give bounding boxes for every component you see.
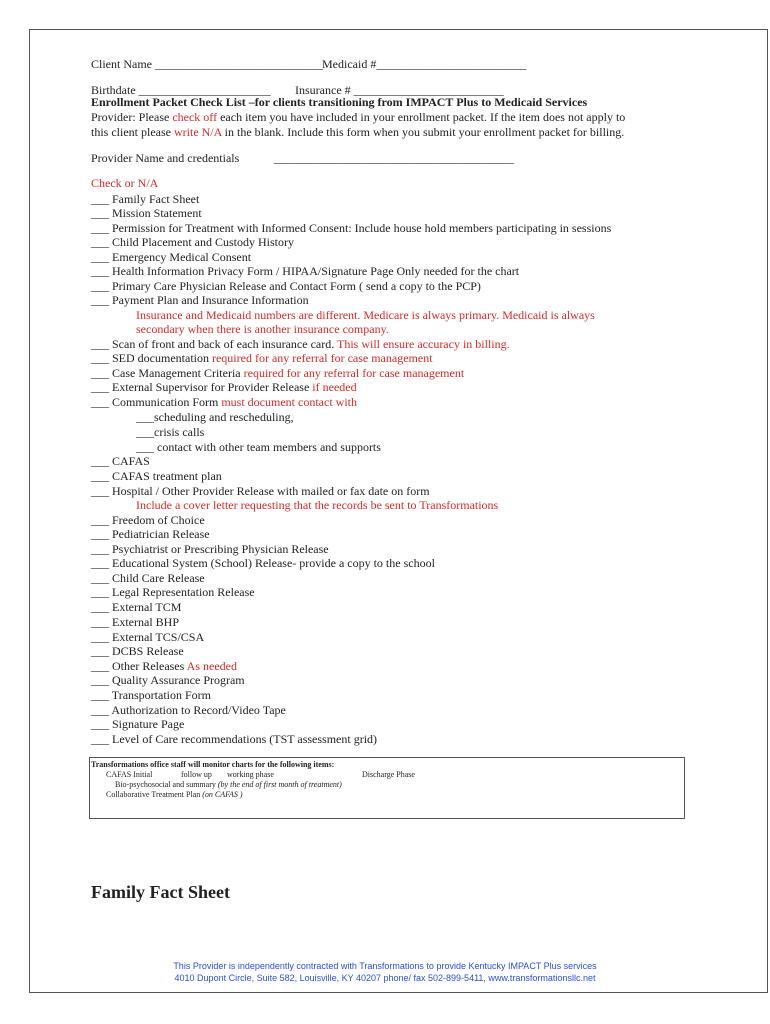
- item-permission-treatment[interactable]: ___ Permission for Treatment with Informed Consent: Include house hold members participating in sessions: [91, 221, 612, 235]
- insurance-field[interactable]: Insurance # _________________________: [295, 83, 504, 97]
- footer-line1: This Provider is independently contracted with Transformations to provide Kentucky IMPACT Plus services: [173, 961, 597, 971]
- item-emergency-consent[interactable]: ___ Emergency Medical Consent: [91, 250, 252, 264]
- monitor-discharge-phase: Discharge Phase: [362, 770, 415, 779]
- item-family-fact-sheet[interactable]: ___ Family Fact Sheet: [91, 192, 200, 206]
- item-transportation[interactable]: ___ Transportation Form: [91, 688, 212, 702]
- item-pediatrician-release[interactable]: ___ Pediatrician Release: [91, 527, 210, 541]
- item-level-of-care[interactable]: ___ Level of Care recommendations (TST assessment grid): [91, 732, 378, 746]
- item-external-tcs[interactable]: ___ External TCS/CSA: [91, 630, 205, 644]
- monitor-working-phase: working phase: [227, 770, 274, 779]
- item-freedom-of-choice[interactable]: ___ Freedom of Choice: [91, 513, 205, 527]
- comm-sub-scheduling[interactable]: ___scheduling and rescheduling,: [136, 410, 294, 424]
- item-child-placement[interactable]: ___ Child Placement and Custody History: [91, 235, 294, 249]
- monitor-bio-psychosocial: Bio-psychosocial and summary (by the end of first month of treatment): [115, 780, 342, 789]
- item-insurance-scan[interactable]: ___ Scan of front and back of each insurance card. This will ensure accuracy in billing.: [91, 337, 510, 351]
- item-hospital-release[interactable]: ___ Hospital / Other Provider Release with mailed or fax date on form: [91, 484, 430, 498]
- provider-instructions-line2: this client please write N/A in the blank. Include this form when you submit your enrollment packet for billing.: [91, 125, 625, 139]
- item-dcbs-release[interactable]: ___ DCBS Release: [91, 644, 184, 658]
- family-fact-sheet-heading: Family Fact Sheet: [91, 882, 230, 902]
- monitor-cafas-initial: CAFAS Initial: [106, 770, 153, 779]
- item-authorization-record[interactable]: ___ Authorization to Record/Video Tape: [91, 703, 286, 717]
- hospital-note: Include a cover letter requesting that the records be sent to Transformations: [136, 498, 499, 512]
- comm-sub-crisis[interactable]: ___crisis calls: [136, 425, 205, 439]
- payment-note-line2: secondary when there is another insurance company.: [136, 322, 389, 336]
- item-psychiatrist-release[interactable]: ___ Psychiatrist or Prescribing Physician Release: [91, 542, 329, 556]
- item-hipaa[interactable]: ___ Health Information Privacy Form / HIPAA/Signature Page Only needed for the chart: [91, 264, 520, 278]
- client-name-field[interactable]: Client Name ____________________________: [91, 57, 323, 71]
- item-cafas-treatment-plan[interactable]: ___ CAFAS treatment plan: [91, 469, 222, 483]
- monitor-follow-up: follow up: [181, 770, 212, 779]
- item-other-releases[interactable]: ___ Other Releases As needed: [91, 659, 237, 673]
- item-sed-documentation[interactable]: ___ SED documentation required for any referral for case management: [91, 351, 433, 365]
- item-quality-assurance[interactable]: ___ Quality Assurance Program: [91, 673, 245, 687]
- payment-note-line1: Insurance and Medicaid numbers are different. Medicare is always primary. Medicaid is always: [136, 308, 595, 322]
- item-external-supervisor[interactable]: ___ External Supervisor for Provider Release if needed: [91, 380, 357, 394]
- checklist-title: Enrollment Packet Check List –for clients transitioning from IMPACT Plus to Medicaid Services: [91, 95, 588, 109]
- item-cafas[interactable]: ___ CAFAS: [91, 454, 150, 468]
- footer-line2: 4010 Dupont Circle, Suite 582, Louisville, KY 40207 phone/ fax 502-899-5411, www.transformationsllc.net: [174, 973, 596, 983]
- monitor-collaborative-plan: Collaborative Treatment Plan (on CAFAS ): [106, 790, 243, 799]
- item-communication-form[interactable]: ___ Communication Form must document contact with: [91, 395, 357, 409]
- item-educational-release[interactable]: ___ Educational System (School) Release- provide a copy to the school: [91, 556, 435, 570]
- medicaid-field[interactable]: Medicaid #_________________________: [322, 57, 527, 71]
- comm-sub-contact[interactable]: ___ contact with other team members and supports: [136, 440, 381, 454]
- item-signature-page[interactable]: ___ Signature Page: [91, 717, 185, 731]
- provider-instructions-line1: Provider: Please check off each item you have included in your enrollment packet. If the item does not apply to: [91, 110, 626, 124]
- item-external-bhp[interactable]: ___ External BHP: [91, 615, 179, 629]
- item-payment-plan[interactable]: ___ Payment Plan and Insurance Information: [91, 293, 309, 307]
- monitor-box-title: Transformations office staff will monitor charts for the following items:: [91, 760, 335, 769]
- item-legal-release[interactable]: ___ Legal Representation Release: [91, 585, 255, 599]
- item-pcp-release[interactable]: ___ Primary Care Physician Release and Contact Form ( send a copy to the PCP): [91, 279, 481, 293]
- provider-name-label: Provider Name and credentials: [91, 151, 240, 165]
- item-external-tcm[interactable]: ___ External TCM: [91, 600, 182, 614]
- item-case-management-criteria[interactable]: ___ Case Management Criteria required for any referral for case management: [91, 366, 465, 380]
- item-mission-statement[interactable]: ___ Mission Statement: [91, 206, 202, 220]
- provider-name-field[interactable]: ________________________________________: [274, 151, 514, 165]
- birthdate-field[interactable]: Birthdate ______________________: [91, 83, 271, 97]
- item-child-care-release[interactable]: ___ Child Care Release: [91, 571, 205, 585]
- check-or-na-label: Check or N/A: [91, 176, 159, 190]
